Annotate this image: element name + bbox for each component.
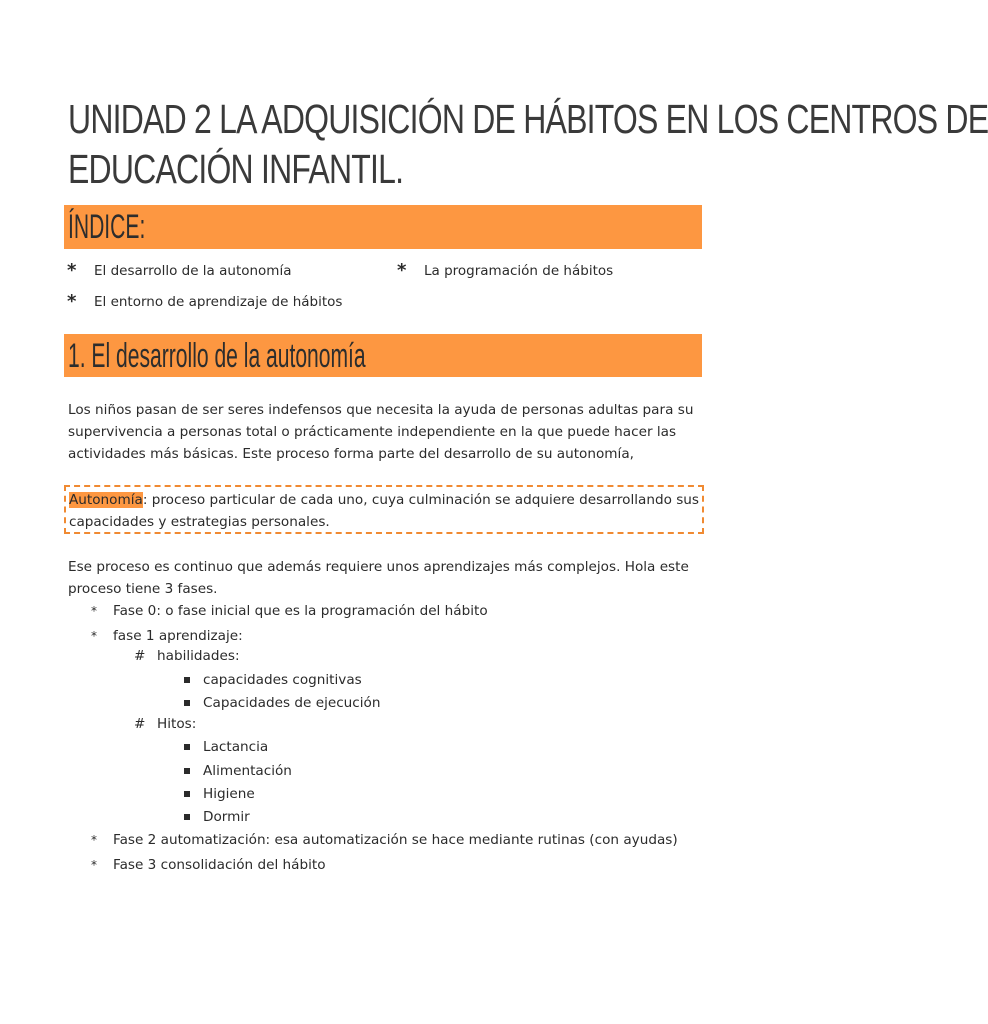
list-item-label: Capacidades de ejecución xyxy=(203,695,381,711)
list-item-label: Higiene xyxy=(203,786,255,802)
list-item-label: Fase 2 automatización: esa automatización se hace mediante rutinas (con ayudas) xyxy=(113,832,678,848)
index-item-label: La programación de hábitos xyxy=(424,263,614,279)
section1-heading-band xyxy=(64,334,702,377)
intro-paragraph: Los niños pasan de ser seres indefensos que necesita la ayuda de personas adultas para su supervivencia a personas total o prácticamente independiente en la que puede hacer las actividades más básicas. Este proceso forma parte del desarrollo de su autonomía, xyxy=(68,402,694,462)
index-heading: ÍNDICE: xyxy=(68,208,146,246)
definition-term: Autonomía xyxy=(69,492,143,508)
square-bullet-icon xyxy=(184,700,190,706)
square-bullet-icon xyxy=(184,791,190,797)
index-item-programacion xyxy=(397,260,614,281)
list-item-alimentacion xyxy=(203,761,292,781)
asterisk-bullet-icon: * xyxy=(397,260,407,281)
document-title xyxy=(68,94,988,194)
hash-bullet-icon: # xyxy=(134,648,146,664)
square-bullet-icon xyxy=(184,814,190,820)
list-item-phase0 xyxy=(91,601,488,621)
square-bullet-icon xyxy=(184,768,190,774)
asterisk-bullet-icon: * xyxy=(91,629,97,643)
list-item-higiene xyxy=(203,784,255,804)
list-item-hitos xyxy=(134,714,197,734)
index-item-entorno xyxy=(67,291,343,312)
section1-heading: 1. El desarrollo de la autonomía xyxy=(68,337,366,375)
asterisk-bullet-icon: * xyxy=(67,291,77,312)
list-item-label: Lactancia xyxy=(203,739,269,755)
title-line-2: EDUCACIÓN INFANTIL. xyxy=(68,146,404,192)
list-item-label: Dormir xyxy=(203,809,250,825)
title-line-1: UNIDAD 2 LA ADQUISICIÓN DE HÁBITOS EN LOS CENTROS DE xyxy=(68,96,988,142)
list-item-phase3 xyxy=(91,855,326,875)
list-item-label: Fase 3 consolidación del hábito xyxy=(113,857,326,873)
list-item-capacidades-ejecucion xyxy=(203,693,380,713)
list-item-label: Fase 0: o fase inicial que es la programación del hábito xyxy=(113,603,488,619)
square-bullet-icon xyxy=(184,744,190,750)
list-item-label: Hitos: xyxy=(157,716,197,732)
definition-text xyxy=(69,489,699,533)
asterisk-bullet-icon: * xyxy=(91,858,97,872)
asterisk-bullet-icon: * xyxy=(91,833,97,847)
index-item-autonomia xyxy=(67,260,292,281)
list-item-habilidades xyxy=(134,646,240,666)
asterisk-bullet-icon: * xyxy=(91,604,97,618)
list-item-lactancia xyxy=(203,737,268,757)
list-item-label: capacidades cognitivas xyxy=(203,672,362,688)
hash-bullet-icon: # xyxy=(134,716,146,732)
square-bullet-icon xyxy=(184,677,190,683)
index-item-label: El entorno de aprendizaje de hábitos xyxy=(94,294,343,310)
definition-box xyxy=(64,485,704,534)
list-item-phase1 xyxy=(91,626,243,646)
list-item-label: fase 1 aprendizaje: xyxy=(113,628,243,644)
list-item-capacidades-cognitivas xyxy=(203,670,362,690)
list-item-label: habilidades: xyxy=(157,648,240,664)
index-item-label: El desarrollo de la autonomía xyxy=(94,263,292,279)
list-item-dormir xyxy=(203,807,250,827)
index-heading-band xyxy=(64,205,702,249)
list-item-label: Alimentación xyxy=(203,763,292,779)
asterisk-bullet-icon: * xyxy=(67,260,77,281)
definition-body: : proceso particular de cada uno, cuya culminación se adquiere desarrollando sus capacidades y estrategias personales. xyxy=(69,492,699,530)
process-paragraph: Ese proceso es continuo que además requiere unos aprendizajes más complejos. Hola este proceso tiene 3 fases. xyxy=(68,559,689,597)
list-item-phase2 xyxy=(91,830,678,850)
